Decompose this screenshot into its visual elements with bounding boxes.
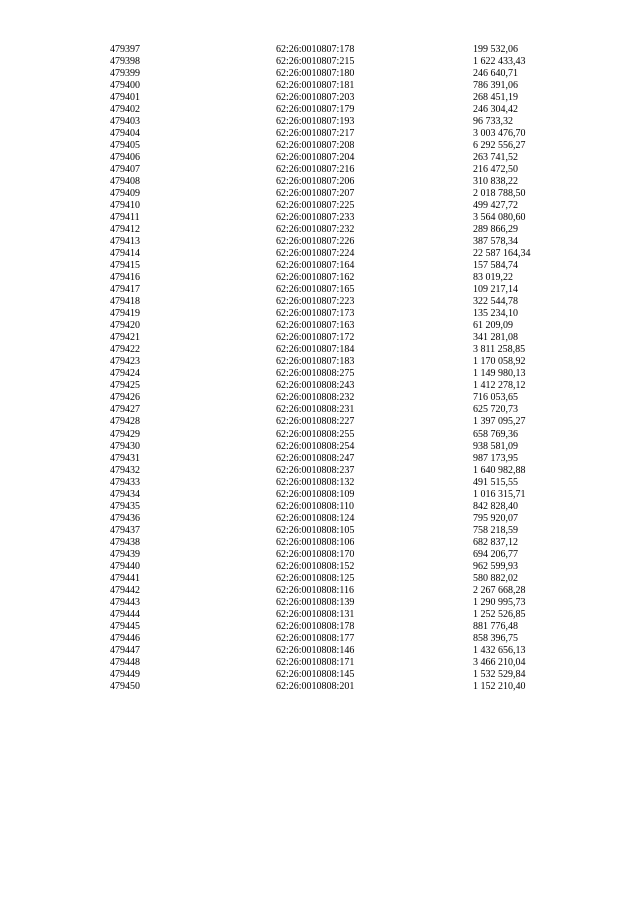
row-number: 479449: [110, 668, 140, 680]
table-body: [110, 44, 573, 693]
table-row: [110, 224, 573, 236]
table-row: [110, 380, 573, 392]
cadastral-number: 62:26:0010807:163: [276, 320, 355, 332]
cadastral-number: 62:26:0010808:231: [276, 404, 355, 416]
row-number: 479402: [110, 104, 140, 116]
table-row: [110, 561, 573, 573]
row-number: 479427: [110, 404, 140, 416]
cadastral-number: 62:26:0010808:201: [276, 680, 355, 692]
row-number: 479436: [110, 512, 140, 524]
cadastral-number: 62:26:0010808:109: [276, 488, 355, 500]
cadastral-number: 62:26:0010807:223: [276, 296, 355, 308]
cadastral-number: 62:26:0010808:177: [276, 632, 355, 644]
row-number: 479413: [110, 236, 140, 248]
table-row: [110, 465, 573, 477]
cadastral-value: 499 427,72: [473, 200, 518, 212]
cadastral-value: 938 581,09: [473, 440, 518, 452]
cadastral-number: 62:26:0010808:105: [276, 524, 355, 536]
table-row: [110, 609, 573, 621]
cadastral-number: 62:26:0010807:179: [276, 104, 355, 116]
table-row: [110, 573, 573, 585]
row-number: 479420: [110, 320, 140, 332]
cadastral-number: 62:26:0010807:173: [276, 308, 355, 320]
row-number: 479426: [110, 392, 140, 404]
cadastral-value: 322 544,78: [473, 296, 518, 308]
cadastral-value: 881 776,48: [473, 620, 518, 632]
row-number: 479445: [110, 620, 140, 632]
row-number: 479411: [110, 212, 140, 224]
cadastral-number: 62:26:0010808:131: [276, 608, 355, 620]
row-number: 479397: [110, 44, 140, 55]
table-row: [110, 284, 573, 296]
table-row: [110, 669, 573, 681]
row-number: 479418: [110, 296, 140, 308]
row-number: 479419: [110, 308, 140, 320]
cadastral-value: 716 053,65: [473, 392, 518, 404]
table-row: [110, 597, 573, 609]
cadastral-value: 625 720,73: [473, 404, 518, 416]
cadastral-value: 1 149 980,13: [473, 368, 526, 380]
table-row: [110, 128, 573, 140]
table-row: [110, 368, 573, 380]
cadastral-value: 135 234,10: [473, 308, 518, 320]
cadastral-number: 62:26:0010807:203: [276, 92, 355, 104]
table-row: [110, 537, 573, 549]
row-number: 479450: [110, 680, 140, 692]
cadastral-number: 62:26:0010808:139: [276, 596, 355, 608]
cadastral-number: 62:26:0010807:232: [276, 224, 355, 236]
cadastral-value: 1 622 433,43: [473, 56, 526, 68]
table-row: [110, 260, 573, 272]
row-number: 479408: [110, 176, 140, 188]
table-row: [110, 44, 573, 56]
table-row: [110, 236, 573, 248]
cadastral-value: 246 304,42: [473, 104, 518, 116]
row-number: 479407: [110, 164, 140, 176]
cadastral-number: 62:26:0010808:152: [276, 560, 355, 572]
table-row: [110, 344, 573, 356]
cadastral-number: 62:26:0010808:146: [276, 644, 355, 656]
table-row: [110, 489, 573, 501]
cadastral-number: 62:26:0010807:225: [276, 200, 355, 212]
row-number: 479446: [110, 632, 140, 644]
cadastral-value: 491 515,55: [473, 476, 518, 488]
cadastral-value: 682 837,12: [473, 536, 518, 548]
cadastral-value: 263 741,52: [473, 152, 518, 164]
table-row: [110, 152, 573, 164]
cadastral-value: 580 882,02: [473, 572, 518, 584]
cadastral-value: 2 018 788,50: [473, 188, 526, 200]
row-number: 479443: [110, 596, 140, 608]
row-number: 479412: [110, 224, 140, 236]
table-row: [110, 320, 573, 332]
table-row: [110, 429, 573, 441]
cadastral-number: 62:26:0010807:162: [276, 272, 355, 284]
table-row: [110, 296, 573, 308]
row-number: 479414: [110, 248, 140, 260]
table-row: [110, 332, 573, 344]
table-row: [110, 404, 573, 416]
cadastral-value: 216 472,50: [473, 164, 518, 176]
cadastral-number: 62:26:0010808:132: [276, 476, 355, 488]
cadastral-number: 62:26:0010808:247: [276, 452, 355, 464]
row-number: 479448: [110, 656, 140, 668]
table-row: [110, 92, 573, 104]
cadastral-number: 62:26:0010807:226: [276, 236, 355, 248]
cadastral-value: 310 838,22: [473, 176, 518, 188]
table-row: [110, 176, 573, 188]
table-row: [110, 140, 573, 152]
table-row: [110, 513, 573, 525]
cadastral-number: 62:26:0010807:204: [276, 152, 355, 164]
cadastral-value: 157 584,74: [473, 260, 518, 272]
row-number: 479406: [110, 152, 140, 164]
row-number: 479401: [110, 92, 140, 104]
row-number: 479398: [110, 56, 140, 68]
row-number: 479439: [110, 548, 140, 560]
cadastral-number: 62:26:0010807:172: [276, 332, 355, 344]
cadastral-number: 62:26:0010808:106: [276, 536, 355, 548]
row-number: 479416: [110, 272, 140, 284]
table-row: [110, 272, 573, 284]
table-row: [110, 56, 573, 68]
cadastral-number: 62:26:0010807:224: [276, 248, 355, 260]
cadastral-value: 795 920,07: [473, 512, 518, 524]
cadastral-value: 786 391,06: [473, 80, 518, 92]
row-number: 479433: [110, 476, 140, 488]
row-number: 479430: [110, 440, 140, 452]
table-row: [110, 68, 573, 80]
cadastral-number: 62:26:0010807:233: [276, 212, 355, 224]
table-row: [110, 248, 573, 260]
row-number: 479399: [110, 68, 140, 80]
table-row: [110, 308, 573, 320]
cadastral-number: 62:26:0010807:207: [276, 188, 355, 200]
row-number: 479417: [110, 284, 140, 296]
cadastral-number: 62:26:0010808:171: [276, 656, 355, 668]
cadastral-value: 268 451,19: [473, 92, 518, 104]
cadastral-number: 62:26:0010808:178: [276, 620, 355, 632]
cadastral-number: 62:26:0010808:243: [276, 380, 355, 392]
table-row: [110, 453, 573, 465]
cadastral-value: 858 396,75: [473, 632, 518, 644]
cadastral-value: 199 532,06: [473, 44, 518, 55]
cadastral-value: 1 290 995,73: [473, 596, 526, 608]
row-number: 479435: [110, 500, 140, 512]
row-number: 479415: [110, 260, 140, 272]
cadastral-value: 1 532 529,84: [473, 668, 526, 680]
cadastral-number: 62:26:0010808:254: [276, 440, 355, 452]
cadastral-number: 62:26:0010808:232: [276, 392, 355, 404]
cadastral-value: 1 432 656,13: [473, 644, 526, 656]
cadastral-value: 6 292 556,27: [473, 140, 526, 152]
cadastral-value: 1 152 210,40: [473, 680, 526, 692]
cadastral-number: 62:26:0010807:180: [276, 68, 355, 80]
cadastral-number: 62:26:0010807:165: [276, 284, 355, 296]
cadastral-value: 61 209,09: [473, 320, 513, 332]
cadastral-number: 62:26:0010807:208: [276, 140, 355, 152]
row-number: 479409: [110, 188, 140, 200]
cadastral-number: 62:26:0010807:183: [276, 356, 355, 368]
cadastral-number: 62:26:0010808:255: [276, 428, 355, 440]
table-row: [110, 657, 573, 669]
row-number: 479437: [110, 524, 140, 536]
table-row: [110, 80, 573, 92]
cadastral-value: 109 217,14: [473, 284, 518, 296]
cadastral-number: 62:26:0010808:116: [276, 584, 354, 596]
row-number: 479410: [110, 200, 140, 212]
cadastral-value: 1 016 315,71: [473, 488, 526, 500]
row-number: 479403: [110, 116, 140, 128]
cadastral-number: 62:26:0010808:227: [276, 416, 355, 428]
row-number: 479400: [110, 80, 140, 92]
cadastral-value: 3 003 476,70: [473, 128, 526, 140]
cadastral-value: 1 397 095,27: [473, 416, 526, 428]
cadastral-number: 62:26:0010808:170: [276, 548, 355, 560]
cadastral-value: 246 640,71: [473, 68, 518, 80]
cadastral-value: 341 281,08: [473, 332, 518, 344]
table-row: [110, 525, 573, 537]
row-number: 479432: [110, 464, 140, 476]
table-row: [110, 356, 573, 368]
cadastral-value: 1 170 058,92: [473, 356, 526, 368]
row-number: 479424: [110, 368, 140, 380]
table-row: [110, 645, 573, 657]
cadastral-value: 694 206,77: [473, 548, 518, 560]
cadastral-number: 62:26:0010808:275: [276, 368, 355, 380]
table-row: [110, 392, 573, 404]
cadastral-number: 62:26:0010808:125: [276, 572, 355, 584]
table-row: [110, 116, 573, 128]
cadastral-value: 987 173,95: [473, 452, 518, 464]
table-row: [110, 104, 573, 116]
row-number: 479442: [110, 584, 140, 596]
cadastral-number: 62:26:0010807:184: [276, 344, 355, 356]
cadastral-value: 96 733,32: [473, 116, 513, 128]
cadastral-value: 3 564 080,60: [473, 212, 526, 224]
row-number: 479428: [110, 416, 140, 428]
cadastral-number: 62:26:0010808:145: [276, 668, 355, 680]
cadastral-value: 83 019,22: [473, 272, 513, 284]
cadastral-number: 62:26:0010807:206: [276, 176, 355, 188]
table-row: [110, 200, 573, 212]
cadastral-number: 62:26:0010807:164: [276, 260, 355, 272]
cadastral-number: 62:26:0010808:110: [276, 500, 354, 512]
cadastral-number: 62:26:0010808:237: [276, 464, 355, 476]
row-number: 479423: [110, 356, 140, 368]
row-number: 479444: [110, 608, 140, 620]
table-row: [110, 164, 573, 176]
cadastral-value: 842 828,40: [473, 500, 518, 512]
table-row: [110, 681, 573, 693]
row-number: 479441: [110, 572, 140, 584]
table-row: [110, 416, 573, 428]
row-number: 479404: [110, 128, 140, 140]
cadastral-number: 62:26:0010807:193: [276, 116, 355, 128]
cadastral-value-table: [110, 44, 573, 693]
cadastral-value: 1 412 278,12: [473, 380, 526, 392]
row-number: 479431: [110, 452, 140, 464]
table-row: [110, 549, 573, 561]
cadastral-value: 1 252 526,85: [473, 608, 526, 620]
row-number: 479421: [110, 332, 140, 344]
table-row: [110, 633, 573, 645]
cadastral-value: 962 599,93: [473, 560, 518, 572]
table-row: [110, 585, 573, 597]
row-number: 479429: [110, 428, 140, 440]
table-row: [110, 212, 573, 224]
cadastral-value: 3 466 210,04: [473, 656, 526, 668]
cadastral-value: 1 640 982,88: [473, 464, 526, 476]
cadastral-value: 387 578,34: [473, 236, 518, 248]
row-number: 479438: [110, 536, 140, 548]
table-row: [110, 441, 573, 453]
row-number: 479440: [110, 560, 140, 572]
row-number: 479425: [110, 380, 140, 392]
cadastral-number: 62:26:0010808:124: [276, 512, 355, 524]
cadastral-value: 758 218,59: [473, 524, 518, 536]
row-number: 479434: [110, 488, 140, 500]
cadastral-number: 62:26:0010807:217: [276, 128, 355, 140]
cadastral-number: 62:26:0010807:215: [276, 56, 355, 68]
row-number: 479447: [110, 644, 140, 656]
cadastral-number: 62:26:0010807:216: [276, 164, 355, 176]
cadastral-number: 62:26:0010807:178: [276, 44, 355, 55]
cadastral-number: 62:26:0010807:181: [276, 80, 355, 92]
table-row: [110, 188, 573, 200]
table-row: [110, 501, 573, 513]
table-row: [110, 621, 573, 633]
cadastral-value: 3 811 258,85: [473, 344, 526, 356]
cadastral-value: 289 866,29: [473, 224, 518, 236]
cadastral-value: 658 769,36: [473, 428, 518, 440]
table-row: [110, 477, 573, 489]
row-number: 479422: [110, 344, 140, 356]
row-number: 479405: [110, 140, 140, 152]
cadastral-value: 22 587 164,34: [473, 248, 531, 260]
cadastral-value: 2 267 668,28: [473, 584, 526, 596]
